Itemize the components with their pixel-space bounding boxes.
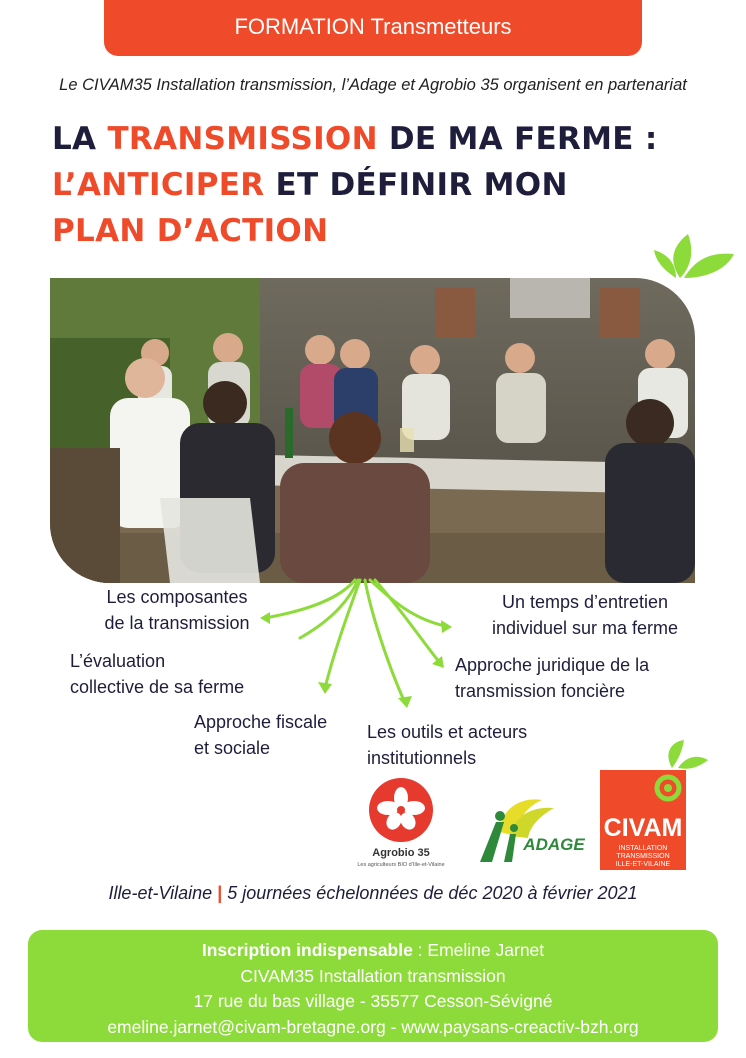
dates-separator: | (217, 883, 223, 903)
topic-line: Approche fiscale (194, 712, 328, 732)
header-banner (104, 0, 642, 56)
topic-line: Approche juridique de la (455, 655, 650, 675)
topic-line: collective de sa ferme (70, 677, 245, 697)
contact-box (28, 930, 718, 1042)
adage-name: ADAGE (523, 835, 585, 854)
civam-line2: TRANSMISSION (616, 853, 670, 860)
contact-address: 17 rue du bas village - 35577 Cesson-Sévigné (193, 991, 553, 1011)
topic-line: Un temps d’entretien (501, 592, 669, 612)
page-title (52, 116, 712, 254)
contact-web[interactable]: emeline.jarnet@civam-bretagne.org - www.paysans-creactiv-bzh.org (107, 1016, 639, 1037)
topic-line: Les composantes (106, 587, 248, 607)
civam-line3: ILLE-ET-VILAINE (615, 861, 671, 868)
title-highlight: PLAN D’ACTION (52, 213, 329, 249)
topic-fiscale (194, 709, 364, 761)
contact-org: CIVAM35 Installation transmission (240, 965, 506, 986)
contact-heading (28, 938, 718, 964)
title-part: DE MA FERME : (377, 121, 658, 157)
agrobio-logo (346, 776, 456, 870)
title-part: ET DÉFINIR MON (264, 167, 568, 203)
title-highlight: L’ANTICIPER (52, 167, 265, 203)
topic-composantes (92, 584, 262, 636)
adage-logo (470, 792, 590, 864)
topic-line: Les outils et acteurs (367, 722, 528, 742)
civam-line1: INSTALLATION (618, 845, 668, 852)
dates-line (0, 883, 746, 904)
topic-outils (367, 719, 567, 771)
group-photo (50, 278, 695, 583)
agrobio-tagline: Les agriculteurs BIO d’Ille-et-Vilaine (357, 862, 445, 868)
title-highlight: TRANSMISSION (107, 121, 378, 157)
agrobio-name: Agrobio 35 (372, 847, 430, 859)
topic-line: L’évaluation (70, 651, 166, 671)
topic-juridique (455, 652, 695, 704)
contact-name: : Emeline Jarnet (412, 940, 545, 960)
topic-line: transmission foncière (455, 681, 626, 701)
topic-line: institutionnels (367, 748, 477, 768)
topic-entretien (470, 589, 700, 641)
contact-label: Inscription indispensable (201, 940, 413, 960)
title-part: LA (52, 121, 108, 157)
partners-subtitle: Le CIVAM35 Installation transmission, l’Adage et Agrobio 35 organisent en partenariat (59, 76, 687, 94)
topic-line: de la transmission (104, 613, 250, 633)
dates-period: 5 journées échelonnées de déc 2020 à février 2021 (227, 883, 638, 903)
civam-logo (598, 738, 710, 872)
banner-text: FORMATION Transmetteurs (234, 14, 512, 39)
topic-evaluation (70, 648, 280, 700)
leaves-icon (650, 228, 740, 282)
civam-name: CIVAM (603, 814, 683, 842)
dates-place: Ille-et-Vilaine (108, 883, 213, 903)
topic-line: individuel sur ma ferme (491, 618, 679, 638)
topic-line: et sociale (194, 738, 271, 758)
